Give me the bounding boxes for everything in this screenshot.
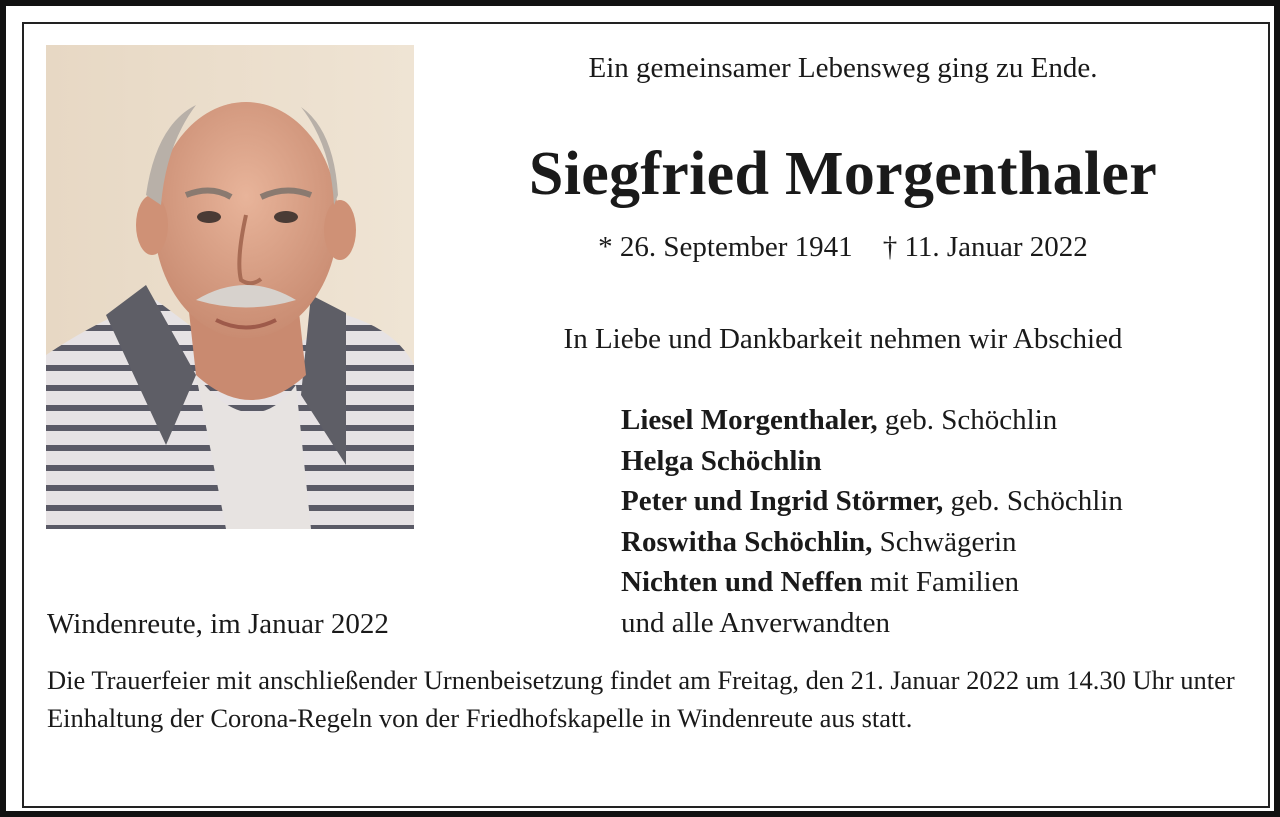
mourner-detail: geb. Schöchlin (877, 404, 1058, 436)
mourner-name: Liesel Morgenthaler, (621, 404, 878, 436)
mourner-entry (621, 441, 1123, 482)
mourner-entry (621, 481, 1123, 522)
mourner-name: Nichten und Neffen (621, 566, 863, 598)
intro-line: Ein gemeinsamer Lebensweg ging zu Ende. (588, 52, 1098, 84)
mourner-name: Roswitha Schöchlin, (621, 525, 873, 558)
mourner-detail: Schwägerin (872, 525, 1017, 558)
mourner-entry (621, 400, 1123, 441)
mourner-entry (621, 562, 1123, 603)
farewell-line: In Liebe und Dankbarkeit nehmen wir Abschied (563, 323, 1123, 355)
portrait-photo (46, 45, 414, 529)
deceased-name: Siegfried Morgenthaler (528, 140, 1158, 208)
mourner-detail: mit Familien (862, 566, 1019, 598)
mourner-entry (621, 522, 1123, 563)
mourner-name: Peter und Ingrid Störmer, (621, 485, 944, 517)
mourner-name: Helga Schöchlin (621, 444, 822, 477)
mourner-detail: und alle Anverwandten (621, 606, 890, 639)
mourner-detail: geb. Schöchlin (943, 485, 1123, 517)
death-date: † 11. Januar 2022 (882, 231, 1088, 263)
service-details: Die Trauerfeier mit anschließender Urnenbeisetzung findet am Freitag, den 21. Januar 2022 um 14.30 Uhr unter Einhaltung der Corona-Regeln von der Friedhofskapelle in Windenreute aus statt. (47, 665, 1235, 733)
place-and-date: Windenreute, im Januar 2022 (47, 608, 389, 640)
life-dates (420, 228, 1266, 266)
mourner-entry (621, 603, 1123, 644)
birth-date: * 26. September 1941 (598, 231, 853, 263)
mourners-list (621, 400, 1123, 643)
